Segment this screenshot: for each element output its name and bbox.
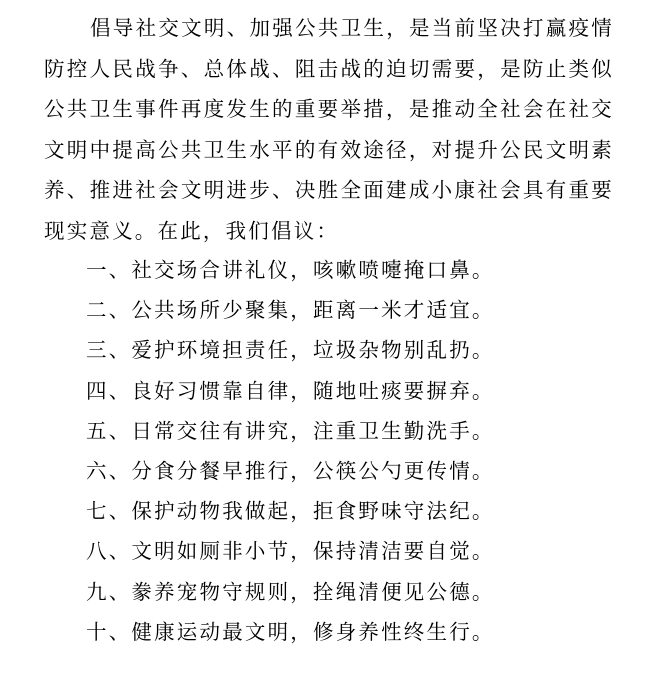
proposal-item-2: 二、公共场所少聚集，距离一米才适宜。 [86, 298, 495, 323]
proposal-item-5: 五、日常交往有讲究，注重卫生勤洗手。 [86, 418, 495, 443]
intro-paragraph: 倡导社交文明、加强公共卫生，是当前坚决打赢疫情防控人民战争、总体战、阻击战的迫切需要，是防止类似公共卫生事件再度发生的重要举措，是推动全社会在社交文明中提高公共卫生水平的有效途径，对提升公民文明素养、推进社会文明进步、决胜全面建成小康社会具有重要现实意义。在此，我们倡议： [44, 16, 614, 243]
proposal-item-8: 八、文明如厕非小节，保持清洁要自觉。 [86, 539, 495, 564]
proposal-list [86, 250, 616, 652]
proposal-item-4: 四、良好习惯靠自律，随地吐痰要摒弃。 [86, 378, 495, 403]
proposal-item-7: 七、保护动物我做起，拒食野味守法纪。 [86, 499, 495, 524]
proposal-item-6: 六、分食分餐早推行，公筷公勺更传情。 [86, 459, 495, 484]
proposal-item-9: 九、豢养宠物守规则，拴绳清便见公德。 [86, 579, 495, 604]
proposal-item-1: 一、社交场合讲礼仪，咳嗽喷嚏掩口鼻。 [86, 258, 495, 282]
proposal-item-10: 十、健康运动最文明，修身养性终生行。 [86, 619, 495, 644]
proposal-item-3: 三、爱护环境担责任，垃圾杂物别乱扔。 [86, 338, 495, 363]
